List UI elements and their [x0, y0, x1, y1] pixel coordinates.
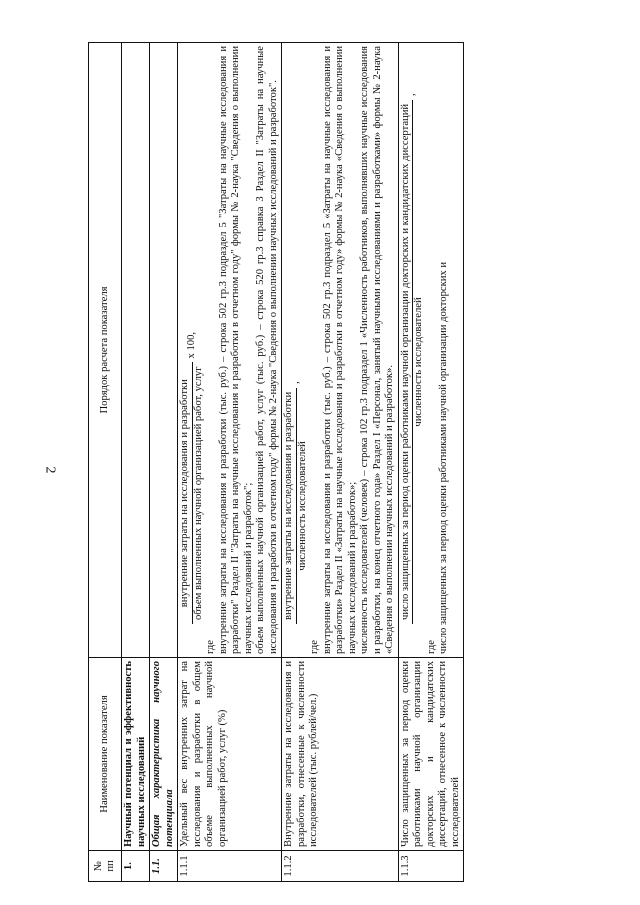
fraction-denominator: численность исследователей	[413, 297, 424, 427]
formula	[400, 46, 426, 654]
row-order	[282, 43, 399, 658]
row-num: 1.1.1	[178, 851, 282, 882]
formula-multiplier: х 100,	[185, 331, 197, 359]
row-num: 1.1.2	[282, 851, 399, 882]
row-name: Удельный вес внутренних затрат на исследования и разработки в общем объеме выполненных научной организацией работ, услуг (%)	[178, 658, 282, 851]
table-row	[398, 43, 464, 882]
definition: внутренние затраты на исследования и разработки (тыс. руб.) – строка 502 гр.3 подраздел 5 "Затраты на научные исследования и разработки" Раздел II "Затраты на научные исследования и разработки в отчетном году" формы № 2-наука "Сведения о выполнении научных исследований и разработок";	[217, 46, 254, 654]
fraction-denominator: численность исследователей	[296, 441, 308, 571]
row-order	[178, 43, 282, 658]
page-number: 2	[42, 466, 58, 474]
header-num: № пп	[89, 851, 122, 882]
definition: число защищенных за период оценки работниками научной организации докторских и	[438, 261, 449, 654]
fraction-numerator: число защищенных за период оценки работниками научной организации докторских и кандидатских диссертаций	[400, 100, 414, 624]
rotated-page	[88, 42, 600, 882]
formula-comma: ,	[406, 93, 418, 96]
row-num: 1.1.3	[398, 851, 464, 882]
row-order	[398, 43, 464, 658]
where-label: где	[309, 640, 320, 654]
row-name: Число защищенных за период оценки работниками научной организации докторских и кандидатских диссертаций, отнесенное к численности исследователей	[398, 658, 464, 851]
fraction-denominator: объем выполненных научной организацией работ, услуг	[192, 366, 204, 620]
row-num: 1.	[122, 851, 150, 882]
formula	[179, 46, 205, 654]
table-row	[150, 43, 178, 882]
row-name: Внутренние затраты на исследования и разработки, отнесенные к численности исследователей (тыс. рублей/чел.)	[282, 658, 399, 851]
row-name: Научный потенциал и эффективность научных исследований	[122, 658, 150, 851]
header-name: Наименование показателя	[89, 658, 122, 851]
fraction-numerator: внутренние затраты на исследования и разработки	[283, 388, 297, 624]
indicators-table	[88, 42, 464, 882]
header-order: Порядок расчета показателя	[89, 43, 122, 658]
where-label: где	[205, 640, 216, 654]
definition: внутренние затраты на исследования и разработки (тыс. руб.) – строка 502 гр.3 подраздел 5 «Затраты на научные исследования и разработки» Раздел II «Затраты на научные исследования и разработки в отчетном году» формы № 2-наука «Сведения о выполнении научных исследований и разработок»;	[321, 46, 358, 654]
row-num: 1.1.	[150, 851, 178, 882]
table-row	[178, 43, 282, 882]
formula-comma: ,	[289, 381, 301, 384]
table-row	[122, 43, 150, 882]
fraction	[400, 100, 426, 624]
fraction-numerator: внутренние затраты на исследования и разработки	[179, 362, 193, 624]
fraction	[179, 362, 205, 624]
fraction	[283, 388, 309, 624]
table-header-row	[89, 43, 122, 882]
definition: объем выполненных научной организацией работ, услуг (тыс. руб.) – строка 520 гр.3 справка 3 Раздел II "Затраты на научные исследования и разработки в отчетном году" формы № 2-наука "Сведения о выполнении научных исследований и разработок".	[255, 46, 279, 654]
definition: численность исследователей (человек) – строка 102 гр.3 подраздел 1 «Численность работников, выполнявших научные исследования и разработки, на конец отчетного года» Раздел I «Персонал, занятый научными исследованиями и разработками» формы № 2-наука «Сведения о выполнении научных исследований и разработок».	[359, 46, 395, 654]
where-label: где	[425, 640, 437, 654]
row-name: Общая характеристика научного потенциала	[150, 658, 178, 851]
formula	[283, 46, 309, 654]
row-order	[150, 43, 178, 658]
row-order	[122, 43, 150, 658]
table-row	[282, 43, 399, 882]
